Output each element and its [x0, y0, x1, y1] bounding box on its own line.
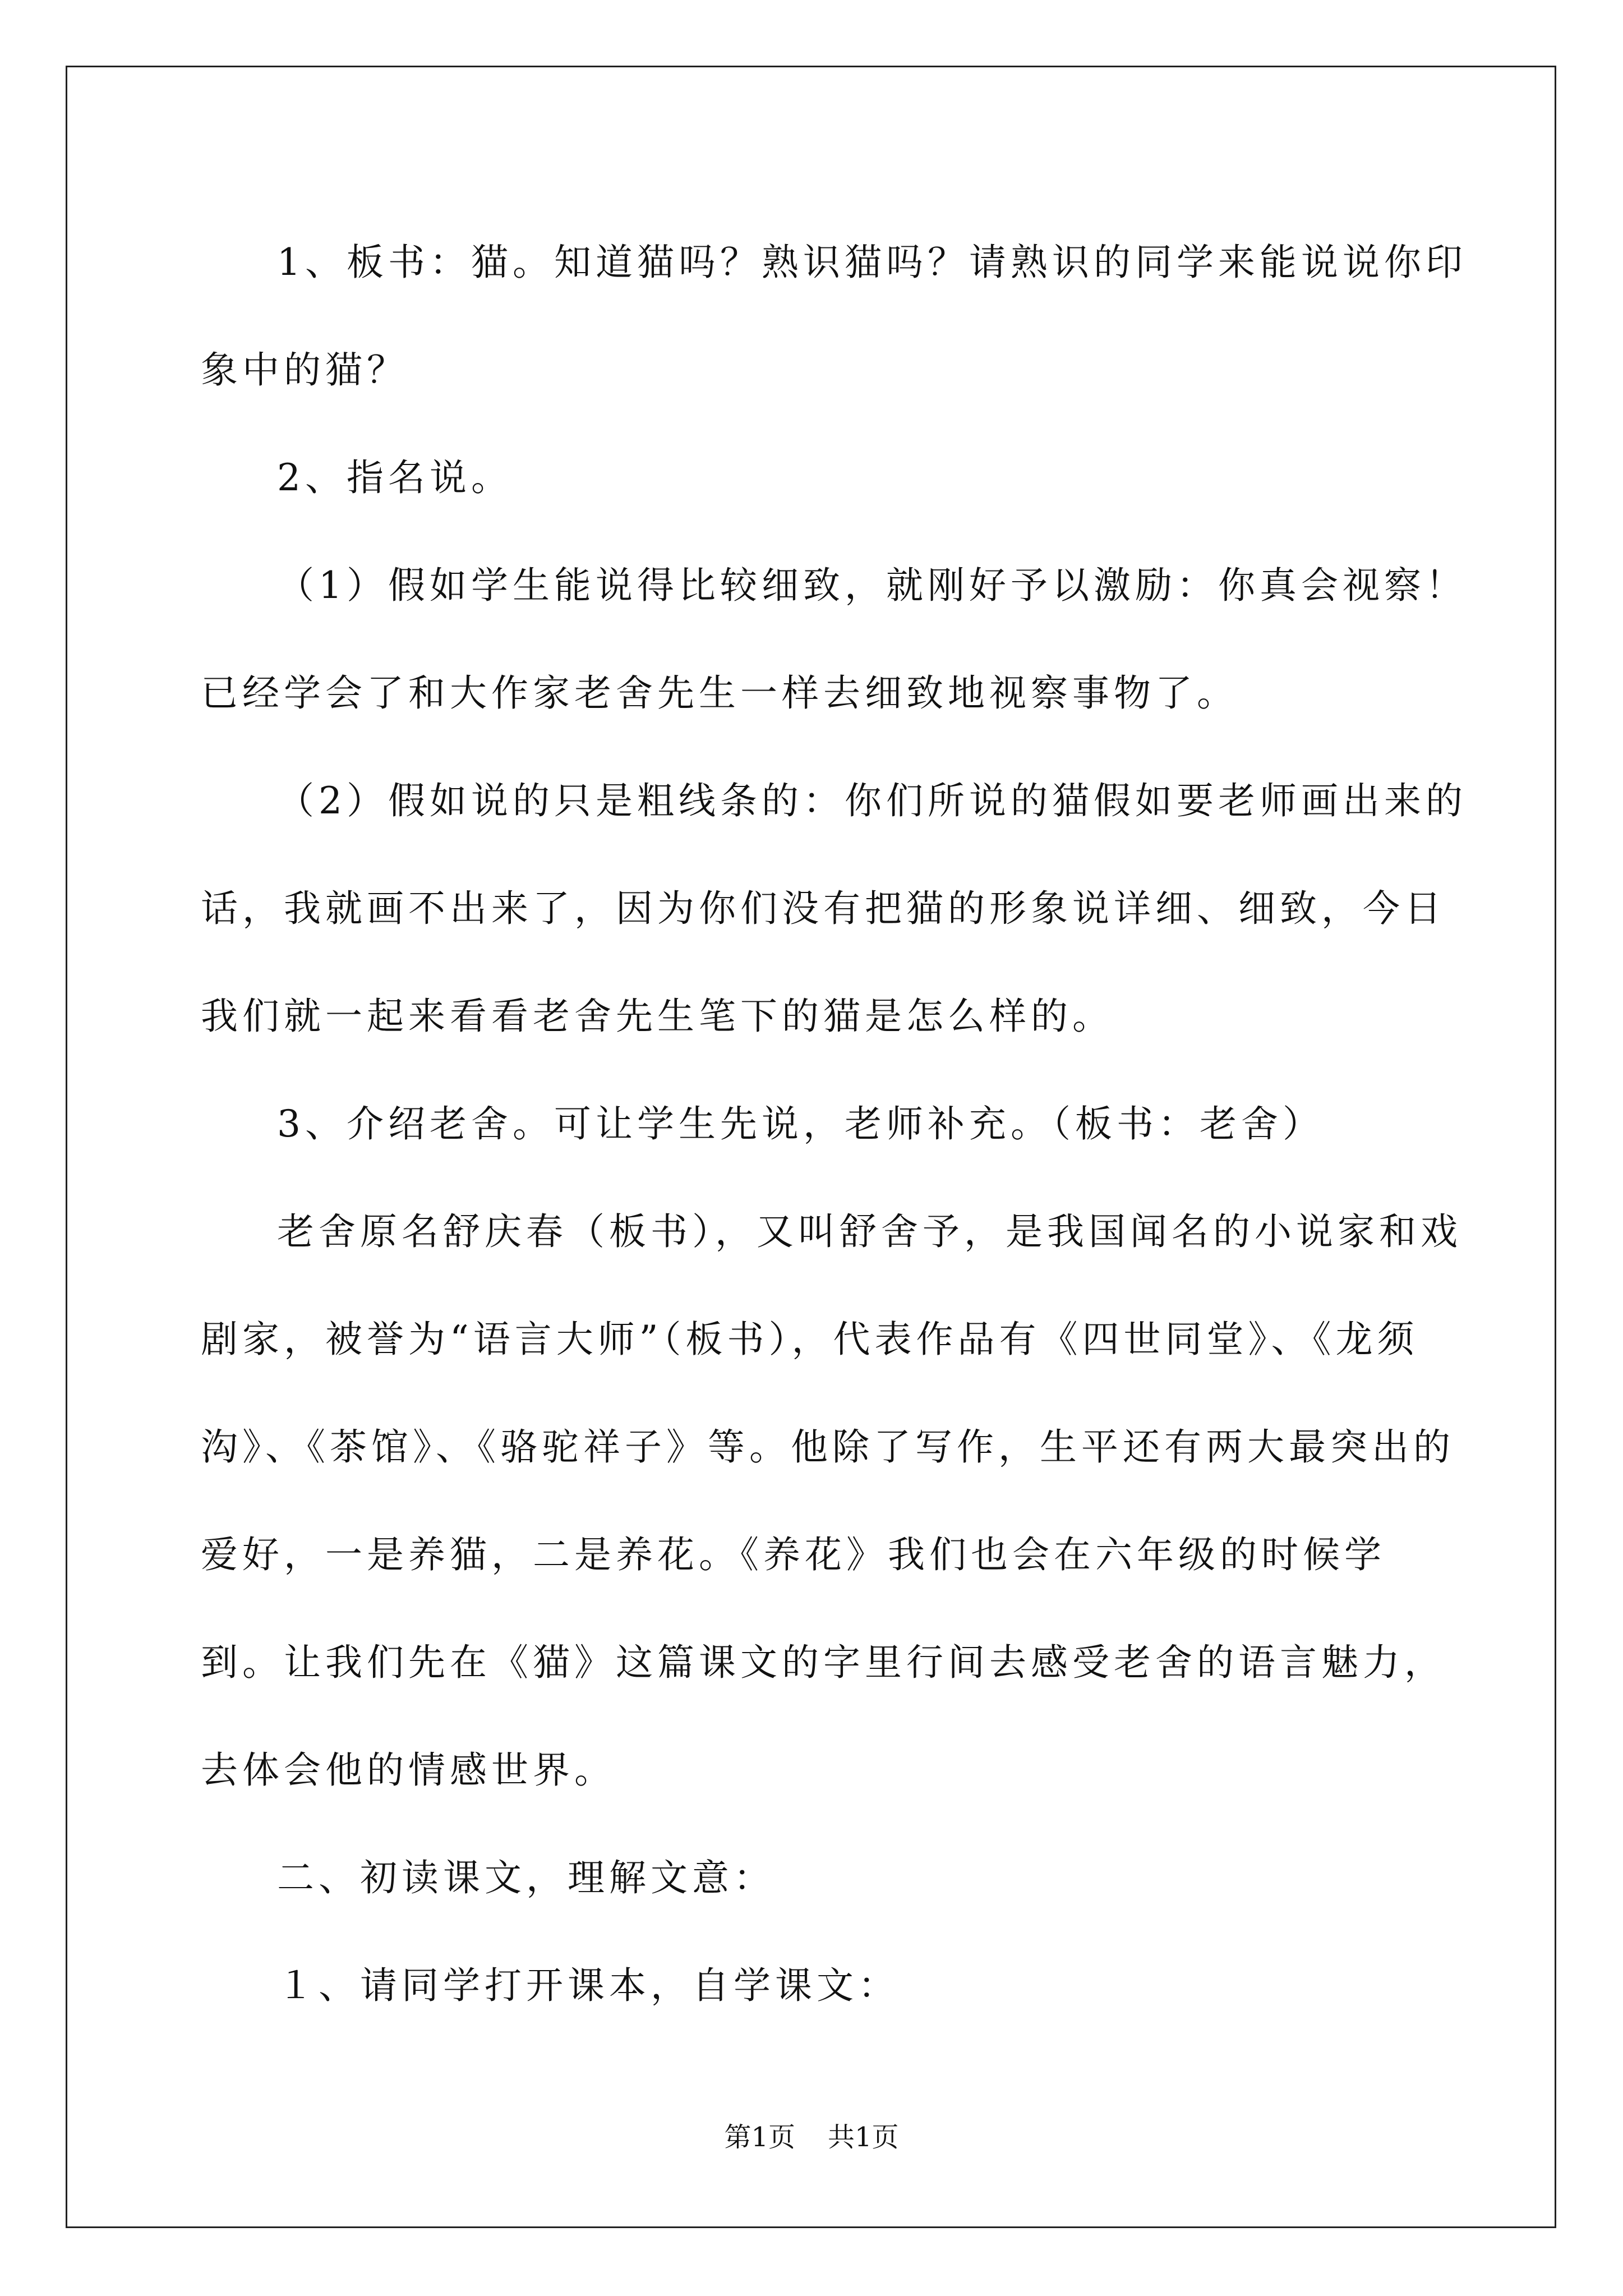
- page-footer: [0, 2120, 1623, 2154]
- paragraph-7: 二、初读课文，理解文意：: [277, 1856, 775, 1899]
- paragraph-5: 3、介绍老舍。可让学生先说，老师补充。（板书：老舍）: [277, 1102, 1324, 1145]
- paragraph-4: （2）假如说的只是粗线条的：你们所说的猫假如要老师画出来的话，我就画不出来了，因为你们没有把猫的形象说详细、细致，今日我们就一起来看看老舍先生笔下的猫是怎么样的。: [201, 779, 1467, 1038]
- document-body: [201, 209, 1468, 2040]
- paragraph-6: 老舍原名舒庆春（板书），又叫舒舍予，是我国闻名的小说家和戏剧家，被誉为“语言大师”（板书），代表作品有《四世同堂》、《龙须沟》、《茶馆》、《骆驼祥子》等。他除了写作，生平还有两大最突出的爱好，一是养猫，二是养花。《养花》我们也会在六年级的时候学到。让我们先在《猫》这篇课文的字里行间去感受老舍的语言魅力，去体会他的情感世界。: [201, 1210, 1462, 1792]
- paragraph-3: （1）假如学生能说得比较细致，就刚好予以激励：你真会视察！已经学会了和大作家老舍先生一样去细致地视察事物了。: [201, 564, 1467, 715]
- page-number: 第1页: [724, 2122, 795, 2153]
- paragraph-1: 1、板书：猫。知道猫吗？熟识猫吗？请熟识的同学来能说说你印象中的猫？: [201, 241, 1467, 392]
- paragraph-8: １、请同学打开课本，自学课文：: [277, 1964, 900, 2007]
- paragraph-2: 2、指名说。: [277, 456, 513, 499]
- page-total: 共1页: [828, 2122, 899, 2153]
